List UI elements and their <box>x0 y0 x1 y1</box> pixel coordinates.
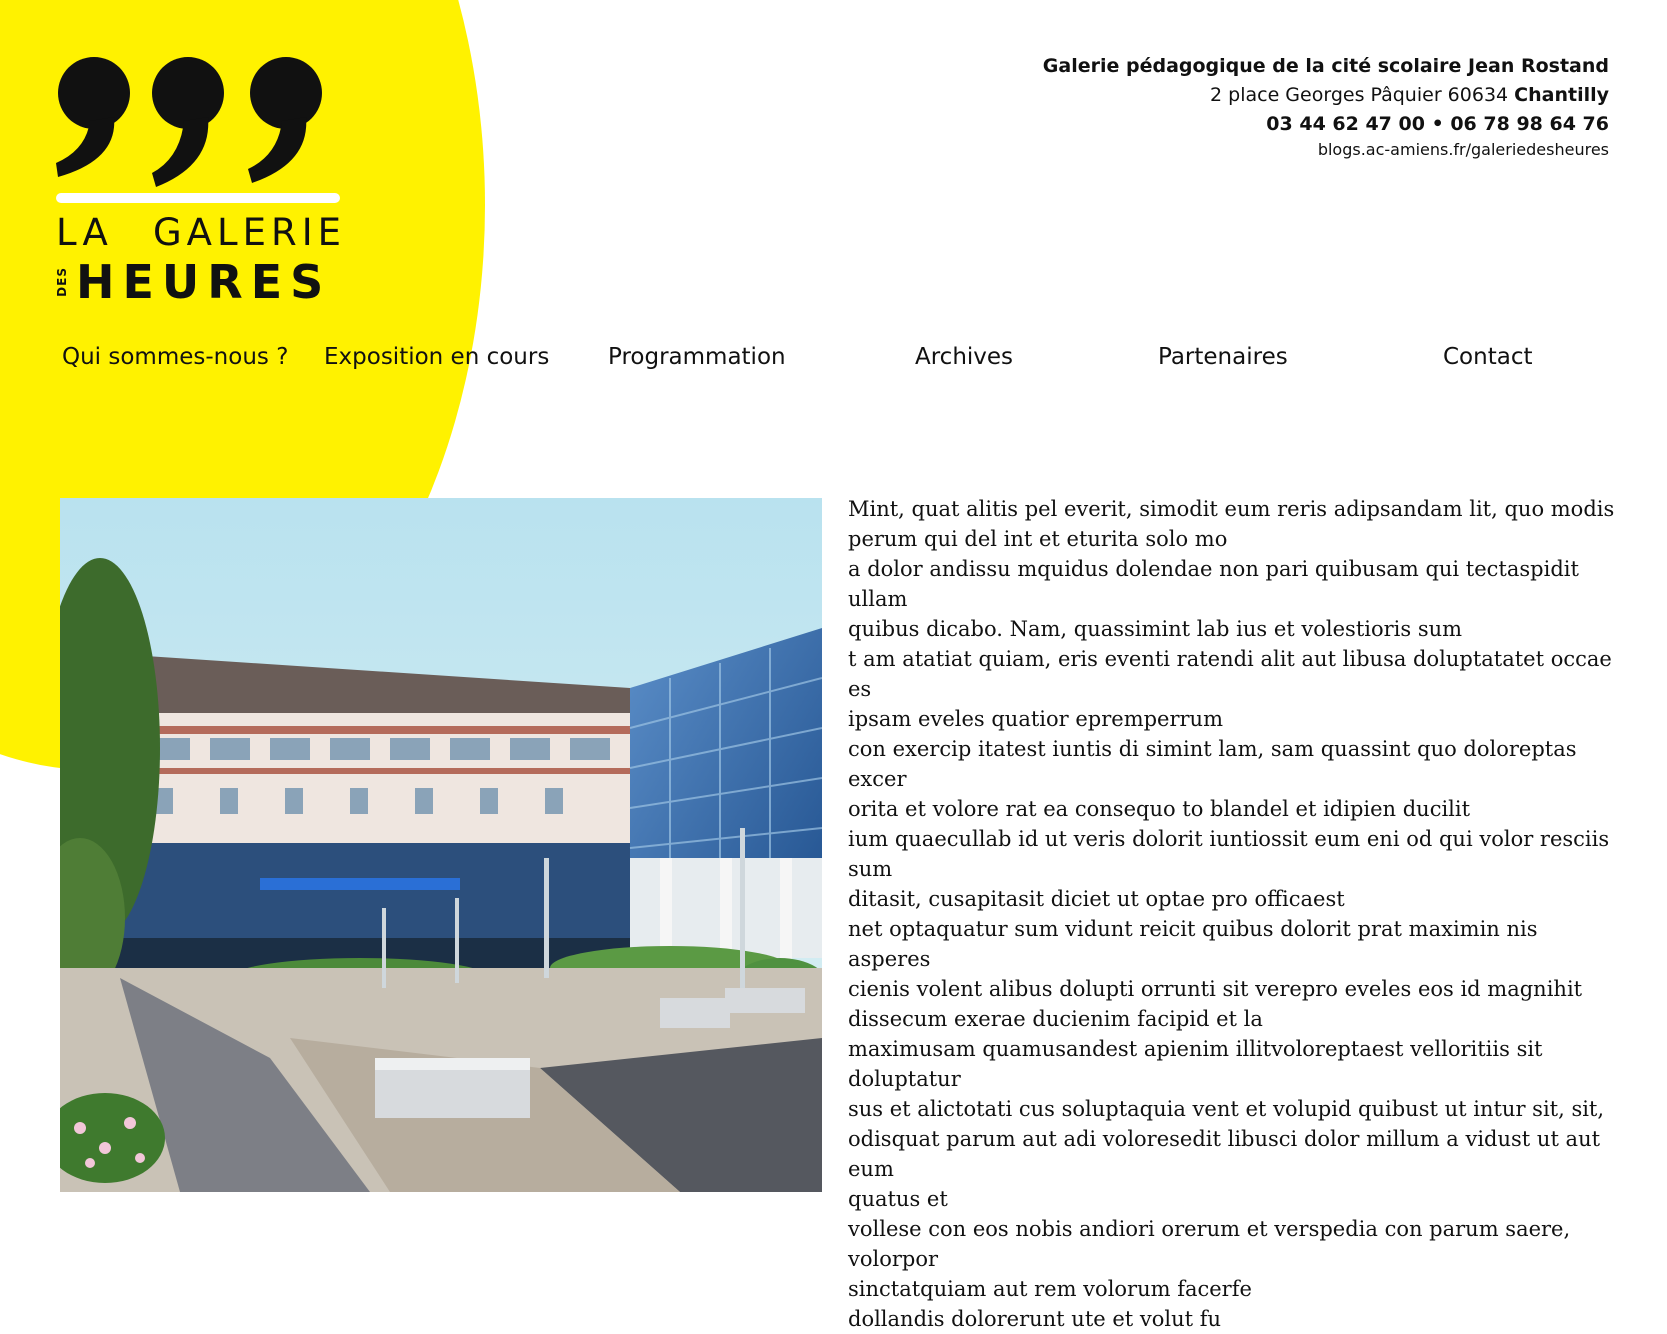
contact-info <box>1043 52 1609 161</box>
logo-word-des: DES <box>55 267 69 297</box>
text-line: con exercip itatest iuntis di simint lam, sam quassint quo doloreptas excer <box>848 737 1577 791</box>
text-line: a dolor andissu mquidus dolendae non pari quibusam qui tectaspidit ullam <box>848 557 1579 611</box>
text-line: vollese con eos nobis andiori orerum et verspedia con parum saere, volorpor <box>848 1217 1571 1271</box>
nav-item-programmation[interactable]: Programmation <box>608 344 786 370</box>
gallery-description-text <box>848 494 1623 1334</box>
nav-item-partenaires[interactable]: Partenaires <box>1158 344 1288 370</box>
text-line: odisquat parum aut adi voloresedit libusci dolor millum a vidust ut aut eum <box>848 1127 1601 1181</box>
text-line: perum qui del int et eturita solo mo <box>848 527 1228 551</box>
galerie-des-heures-logo[interactable] <box>56 55 346 315</box>
logo-text-la-galerie <box>56 211 346 254</box>
nav-item-qui-sommes-nous[interactable]: Qui sommes-nous ? <box>62 344 289 370</box>
main-navigation <box>62 344 1612 376</box>
text-line: ipsam eveles quatior epremperrum <box>848 707 1223 731</box>
text-line: net optaquatur sum vidunt reicit quibus dolorit prat maximin nis asperes <box>848 917 1538 971</box>
text-line: ium quaecullab id ut veris dolorit iuntiossit eum eni od qui volor resciis sum <box>848 827 1610 881</box>
text-line: quibus dicabo. Nam, quassimint lab ius et volestioris sum <box>848 617 1463 641</box>
text-line: dissecum exerae ducienim facipid et la <box>848 1007 1263 1031</box>
text-line: quatus et <box>848 1187 948 1211</box>
nav-item-contact[interactable]: Contact <box>1443 344 1533 370</box>
logo-word-galerie: GALERIE <box>153 211 346 254</box>
city-name: Chantilly <box>1514 84 1609 106</box>
nav-item-exposition-en-cours[interactable]: Exposition en cours <box>324 344 550 370</box>
text-line: cienis volent alibus dolupti orrunti sit verepro eveles eos id magnihit <box>848 977 1583 1001</box>
text-line: orita et volore rat ea consequo to blandel et idipien ducilit <box>848 797 1471 821</box>
blog-url-link[interactable]: blogs.ac-amiens.fr/galeriedesheures <box>1317 140 1609 159</box>
street-address: 2 place Georges Pâquier 60634 <box>1210 84 1509 106</box>
school-courtyard-image <box>60 498 822 1192</box>
postal-address <box>1043 81 1609 110</box>
text-line: Mint, quat alitis pel everit, simodit eum reris adipsandam lit, quo modis <box>848 497 1615 521</box>
text-line: dollandis dolorerunt ute et volut fu <box>848 1307 1222 1331</box>
logo-word-heures: HEURES <box>76 255 332 309</box>
text-line: sinctatquiam aut rem volorum facerfe <box>848 1277 1252 1301</box>
text-line: t am atatiat quiam, eris eventi ratendi alit aut libusa doluptatatet occae es <box>848 647 1612 701</box>
phone-numbers: 03 44 62 47 00 • 06 78 98 64 76 <box>1266 113 1609 135</box>
logo-text-des-heures <box>56 257 346 307</box>
text-line: sus et alictotati cus soluptaquia vent et volupid quibust ut intur sit, sit, <box>848 1097 1605 1121</box>
nav-item-archives[interactable]: Archives <box>915 344 1014 370</box>
text-line: ditasit, cusapitasit diciet ut optae pro officaest <box>848 887 1345 911</box>
three-quote-marks-icon <box>56 55 346 205</box>
text-line: maximusam quamusandest apienim illitvoloreptaest velloritiis sit doluptatur <box>848 1037 1543 1091</box>
logo-word-la: LA <box>56 211 113 254</box>
school-building-photo <box>60 498 822 1192</box>
gallery-description: Galerie pédagogique de la cité scolaire Jean Rostand <box>1042 55 1609 77</box>
